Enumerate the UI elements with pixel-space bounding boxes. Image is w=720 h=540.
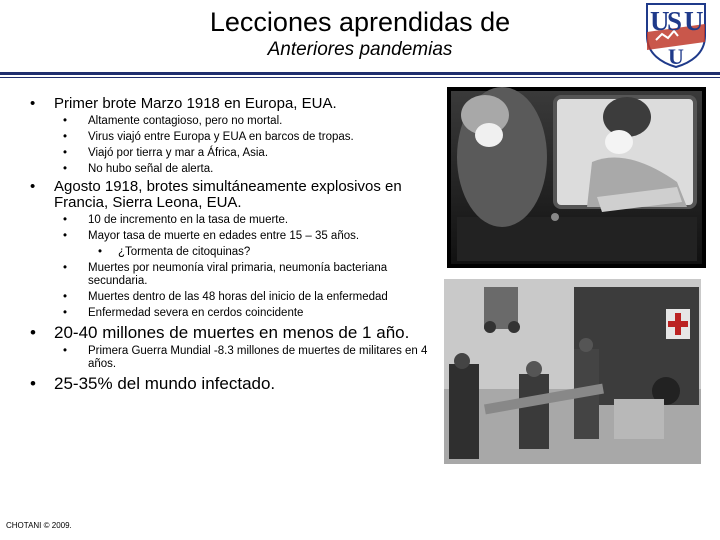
sub-bullet: • Muertes dentro de las 48 horas del inicio de la enfermedad [30, 291, 430, 304]
logo-letter-4: U [668, 44, 684, 68]
copyright-footer: CHOTANI © 2009. [6, 521, 72, 530]
header-rule-thin [0, 77, 720, 78]
sub-bullet: • 10 de incremento en la tasa de muerte. [30, 214, 430, 227]
sub-bullet: • Altamente contagioso, pero no mortal. [30, 115, 430, 128]
bullet-1: • Primer brote Marzo 1918 en Europa, EUA. [30, 96, 430, 112]
header-rule [0, 72, 720, 75]
sub-bullet: • Viajó por tierra y mar a África, Asia. [30, 147, 430, 160]
title-line-2: Anteriores pandemias [267, 39, 453, 60]
title-line-1: Lecciones aprendidas de [209, 7, 511, 37]
sub-bullet: • Virus viajó entre Europa y EUA en barcos de tropas. [30, 131, 430, 144]
sub-bullet: • Enfermedad severa en cerdos coincidente [30, 307, 430, 320]
logo-letter-2: S [667, 6, 683, 36]
sub-bullet: • Mayor tasa de muerte en edades entre 15 – 35 años. [30, 230, 430, 243]
bullet-3: • 20-40 millones de muertes en menos de 1 año. [30, 323, 430, 342]
slide-title [0, 6, 720, 62]
bullet-4: • 25-35% del mundo infectado. [30, 374, 430, 393]
sub-bullet: • Muertes por neumonía viral primaria, neumonía bacteriana secundaria. [30, 262, 430, 288]
masked-women-photo [447, 87, 706, 268]
bullet-2: • Agosto 1918, brotes simultáneamente explosivos en Francia, Sierra Leona, EUA. [30, 179, 430, 211]
ambulance-photo [444, 279, 701, 464]
bullet-list [30, 96, 430, 396]
logo-letter-3: U [684, 6, 704, 36]
sub-bullet: • Primera Guerra Mundial -8.3 millones de muertes de militares en 4 años. [30, 345, 430, 371]
logo-letter-1: U [650, 6, 670, 36]
sub-bullet: • No hubo señal de alerta. [30, 163, 430, 176]
usu-logo [644, 2, 708, 68]
sub-sub-bullet: • ¿Tormenta de citoquinas? [30, 246, 430, 259]
